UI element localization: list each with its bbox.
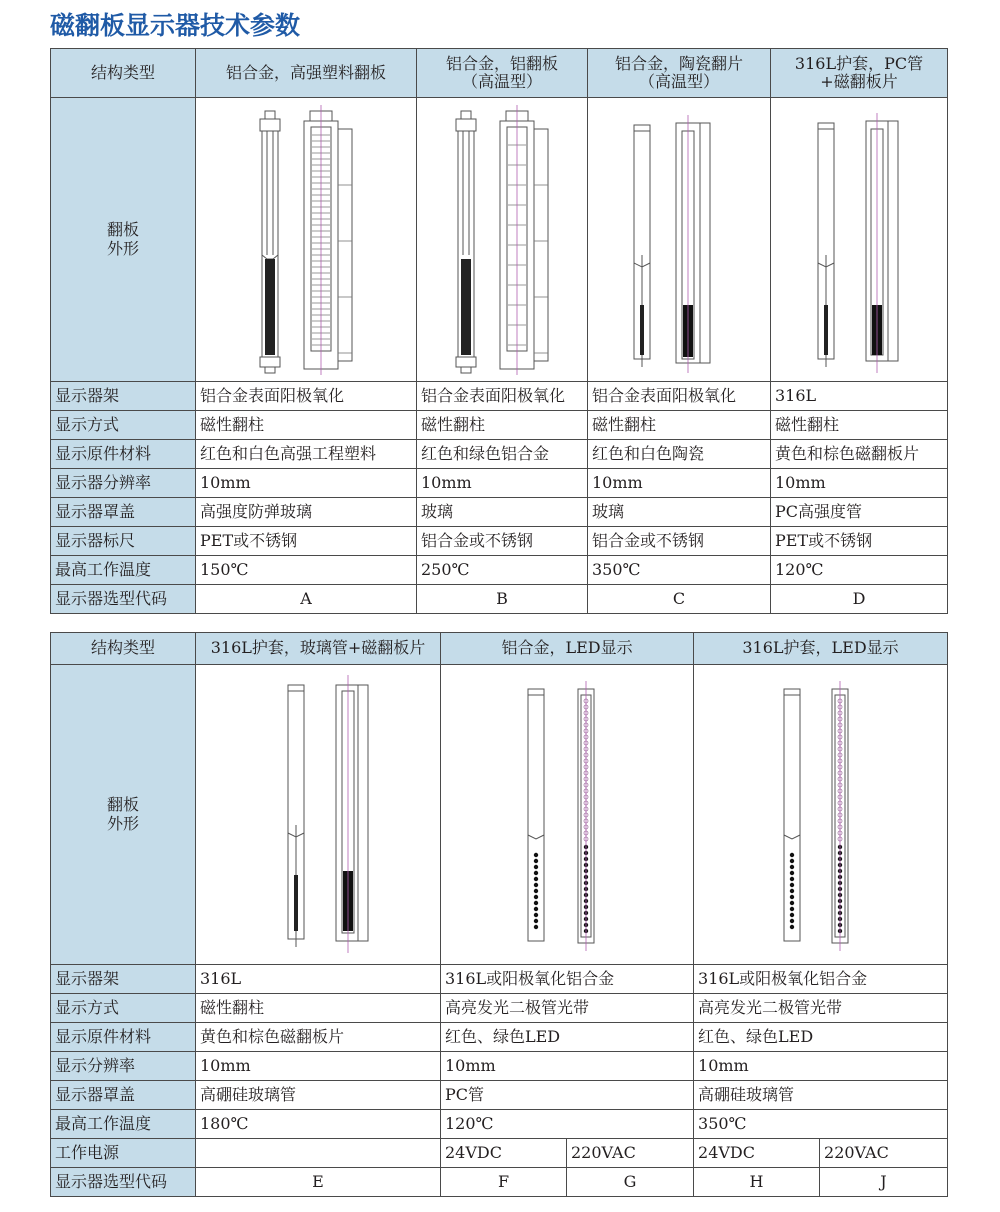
cell-value: 红色、绿色LED [694, 1023, 948, 1052]
cell-value: 磁性翻柱 [196, 411, 417, 440]
table-row [51, 994, 948, 1023]
column-header-text: 铝合金，高强塑料翻板 [225, 62, 386, 82]
column-header-subtext: +磁翻板片 [820, 72, 898, 91]
row-label: 显示器选型代码 [51, 1168, 196, 1197]
cell-value: PC管 [441, 1081, 694, 1110]
cell-value: PET或不锈钢 [196, 527, 417, 556]
cell-value: 220VAC [820, 1139, 948, 1168]
row-label: 显示原件材料 [51, 440, 196, 469]
model-code: G [567, 1168, 694, 1197]
cell-value: 磁性翻柱 [588, 411, 771, 440]
row-label: 显示器架 [51, 965, 196, 994]
device-illustration-b [417, 98, 588, 382]
column-header-a [196, 49, 417, 98]
table-row [51, 411, 948, 440]
flip-indicator-ceramic-icon [624, 105, 734, 375]
header-row [51, 49, 948, 98]
cell-value: 250℃ [417, 556, 588, 585]
row-label: 最高工作温度 [51, 556, 196, 585]
cell-value: 磁性翻柱 [196, 994, 441, 1023]
cell-value: 150℃ [196, 556, 417, 585]
cell-value: 黄色和棕色磁翻板片 [771, 440, 948, 469]
cell-value: 铝合金或不锈钢 [417, 527, 588, 556]
row-label: 显示器选型代码 [51, 585, 196, 614]
column-header-d [771, 49, 948, 98]
device-illustration-a [196, 98, 417, 382]
row-label: 显示器罩盖 [51, 498, 196, 527]
column-header-hj: 316L护套，LED显示 [694, 633, 948, 665]
table-row [51, 556, 948, 585]
cell-value: 红色和绿色铝合金 [417, 440, 588, 469]
cell-value: 220VAC [567, 1139, 694, 1168]
cell-value [196, 1139, 441, 1168]
appearance-label-line2: 外形 [106, 813, 139, 833]
cell-value: 高硼硅玻璃管 [196, 1081, 441, 1110]
row-label: 显示分辨率 [51, 1052, 196, 1081]
cell-value: 120℃ [771, 556, 948, 585]
row-label: 最高工作温度 [51, 1110, 196, 1139]
appearance-label [51, 98, 196, 382]
column-header-text: 316L护套，PC管 [794, 53, 924, 73]
flip-indicator-pc-tube-icon [804, 105, 914, 375]
cell-value: 铝合金表面阳极氧化 [417, 382, 588, 411]
image-row [51, 98, 948, 382]
cell-value: 玻璃 [588, 498, 771, 527]
cell-value: 24VDC [694, 1139, 820, 1168]
spec-table-1 [50, 48, 948, 614]
column-header-subtext: （高温型） [461, 72, 542, 91]
model-code: F [441, 1168, 567, 1197]
model-code: H [694, 1168, 820, 1197]
cell-value: 高亮发光二极管光带 [694, 994, 948, 1023]
cell-value: 红色、绿色LED [441, 1023, 694, 1052]
table-row [51, 1110, 948, 1139]
spec-table-2 [50, 632, 948, 1197]
flip-indicator-plastic-icon [246, 105, 366, 375]
cell-value: 10mm [417, 469, 588, 498]
cell-value: 10mm [694, 1052, 948, 1081]
cell-value: 铝合金表面阳极氧化 [588, 382, 771, 411]
cell-value: 316L [196, 965, 441, 994]
model-code: C [588, 585, 771, 614]
cell-value: 铝合金或不锈钢 [588, 527, 771, 556]
cell-value: PC高强度管 [771, 498, 948, 527]
table-row [51, 382, 948, 411]
row-label: 显示器分辨率 [51, 469, 196, 498]
cell-value: 红色和白色陶瓷 [588, 440, 771, 469]
cell-value: 316L或阳极氧化铝合金 [441, 965, 694, 994]
header-row [51, 633, 948, 665]
cell-value: 316L或阳极氧化铝合金 [694, 965, 948, 994]
appearance-label-line1: 翻板 [106, 220, 139, 240]
row-label: 显示器标尺 [51, 527, 196, 556]
cell-value: 高强度防弹玻璃 [196, 498, 417, 527]
row-label: 显示器架 [51, 382, 196, 411]
cell-value: 10mm [196, 1052, 441, 1081]
cell-value: 316L [771, 382, 948, 411]
cell-value: 高硼硅玻璃管 [694, 1081, 948, 1110]
device-illustration-fg [441, 665, 694, 965]
led-indicator-aluminum-icon [512, 675, 622, 955]
structure-type-label: 结构类型 [51, 49, 196, 98]
table-row [51, 1052, 948, 1081]
table-row [51, 965, 948, 994]
appearance-label [51, 665, 196, 965]
power-row [51, 1139, 948, 1168]
column-header-text: 铝合金，铝翻板 [445, 53, 558, 73]
cell-value: 铝合金表面阳极氧化 [196, 382, 417, 411]
page-title: 磁翻板显示器技术参数 [50, 11, 301, 40]
cell-value: 10mm [771, 469, 948, 498]
table-row [51, 1081, 948, 1110]
column-header-fg: 铝合金，LED显示 [441, 633, 694, 665]
row-label: 显示方式 [51, 411, 196, 440]
cell-value: 玻璃 [417, 498, 588, 527]
table-row [51, 1023, 948, 1052]
device-illustration-e [196, 665, 441, 965]
model-code: J [820, 1168, 948, 1197]
cell-value: PET或不锈钢 [771, 527, 948, 556]
table-row [51, 498, 948, 527]
model-code: B [417, 585, 588, 614]
model-code: D [771, 585, 948, 614]
row-label: 显示方式 [51, 994, 196, 1023]
device-illustration-hj [694, 665, 948, 965]
table-row [51, 527, 948, 556]
cell-value: 10mm [441, 1052, 694, 1081]
cell-value: 高亮发光二极管光带 [441, 994, 694, 1023]
structure-type-label: 结构类型 [51, 633, 196, 665]
row-label: 工作电源 [51, 1139, 196, 1168]
led-indicator-316l-icon [766, 675, 876, 955]
column-header-c [588, 49, 771, 98]
cell-value: 350℃ [694, 1110, 948, 1139]
model-code-row [51, 585, 948, 614]
table-row [51, 469, 948, 498]
cell-value: 磁性翻柱 [417, 411, 588, 440]
row-label: 显示原件材料 [51, 1023, 196, 1052]
model-code: E [196, 1168, 441, 1197]
device-illustration-c [588, 98, 771, 382]
cell-value: 120℃ [441, 1110, 694, 1139]
column-header-subtext: （高温型） [638, 72, 719, 91]
column-header-b [417, 49, 588, 98]
flip-indicator-aluminum-icon [442, 105, 562, 375]
cell-value: 黄色和棕色磁翻板片 [196, 1023, 441, 1052]
cell-value: 10mm [588, 469, 771, 498]
cell-value: 24VDC [441, 1139, 567, 1168]
appearance-label-line2: 外形 [106, 238, 139, 258]
device-illustration-d [771, 98, 948, 382]
image-row [51, 665, 948, 965]
flip-indicator-glass-tube-icon [258, 675, 378, 955]
cell-value: 10mm [196, 469, 417, 498]
cell-value: 350℃ [588, 556, 771, 585]
column-header-e: 316L护套，玻璃管+磁翻板片 [196, 633, 441, 665]
model-code-row [51, 1168, 948, 1197]
row-label: 显示器罩盖 [51, 1081, 196, 1110]
cell-value: 红色和白色高强工程塑料 [196, 440, 417, 469]
cell-value: 磁性翻柱 [771, 411, 948, 440]
cell-value: 180℃ [196, 1110, 441, 1139]
appearance-label-line1: 翻板 [106, 795, 139, 815]
table-row [51, 440, 948, 469]
column-header-text: 铝合金，陶瓷翻片 [614, 53, 743, 73]
model-code: A [196, 585, 417, 614]
